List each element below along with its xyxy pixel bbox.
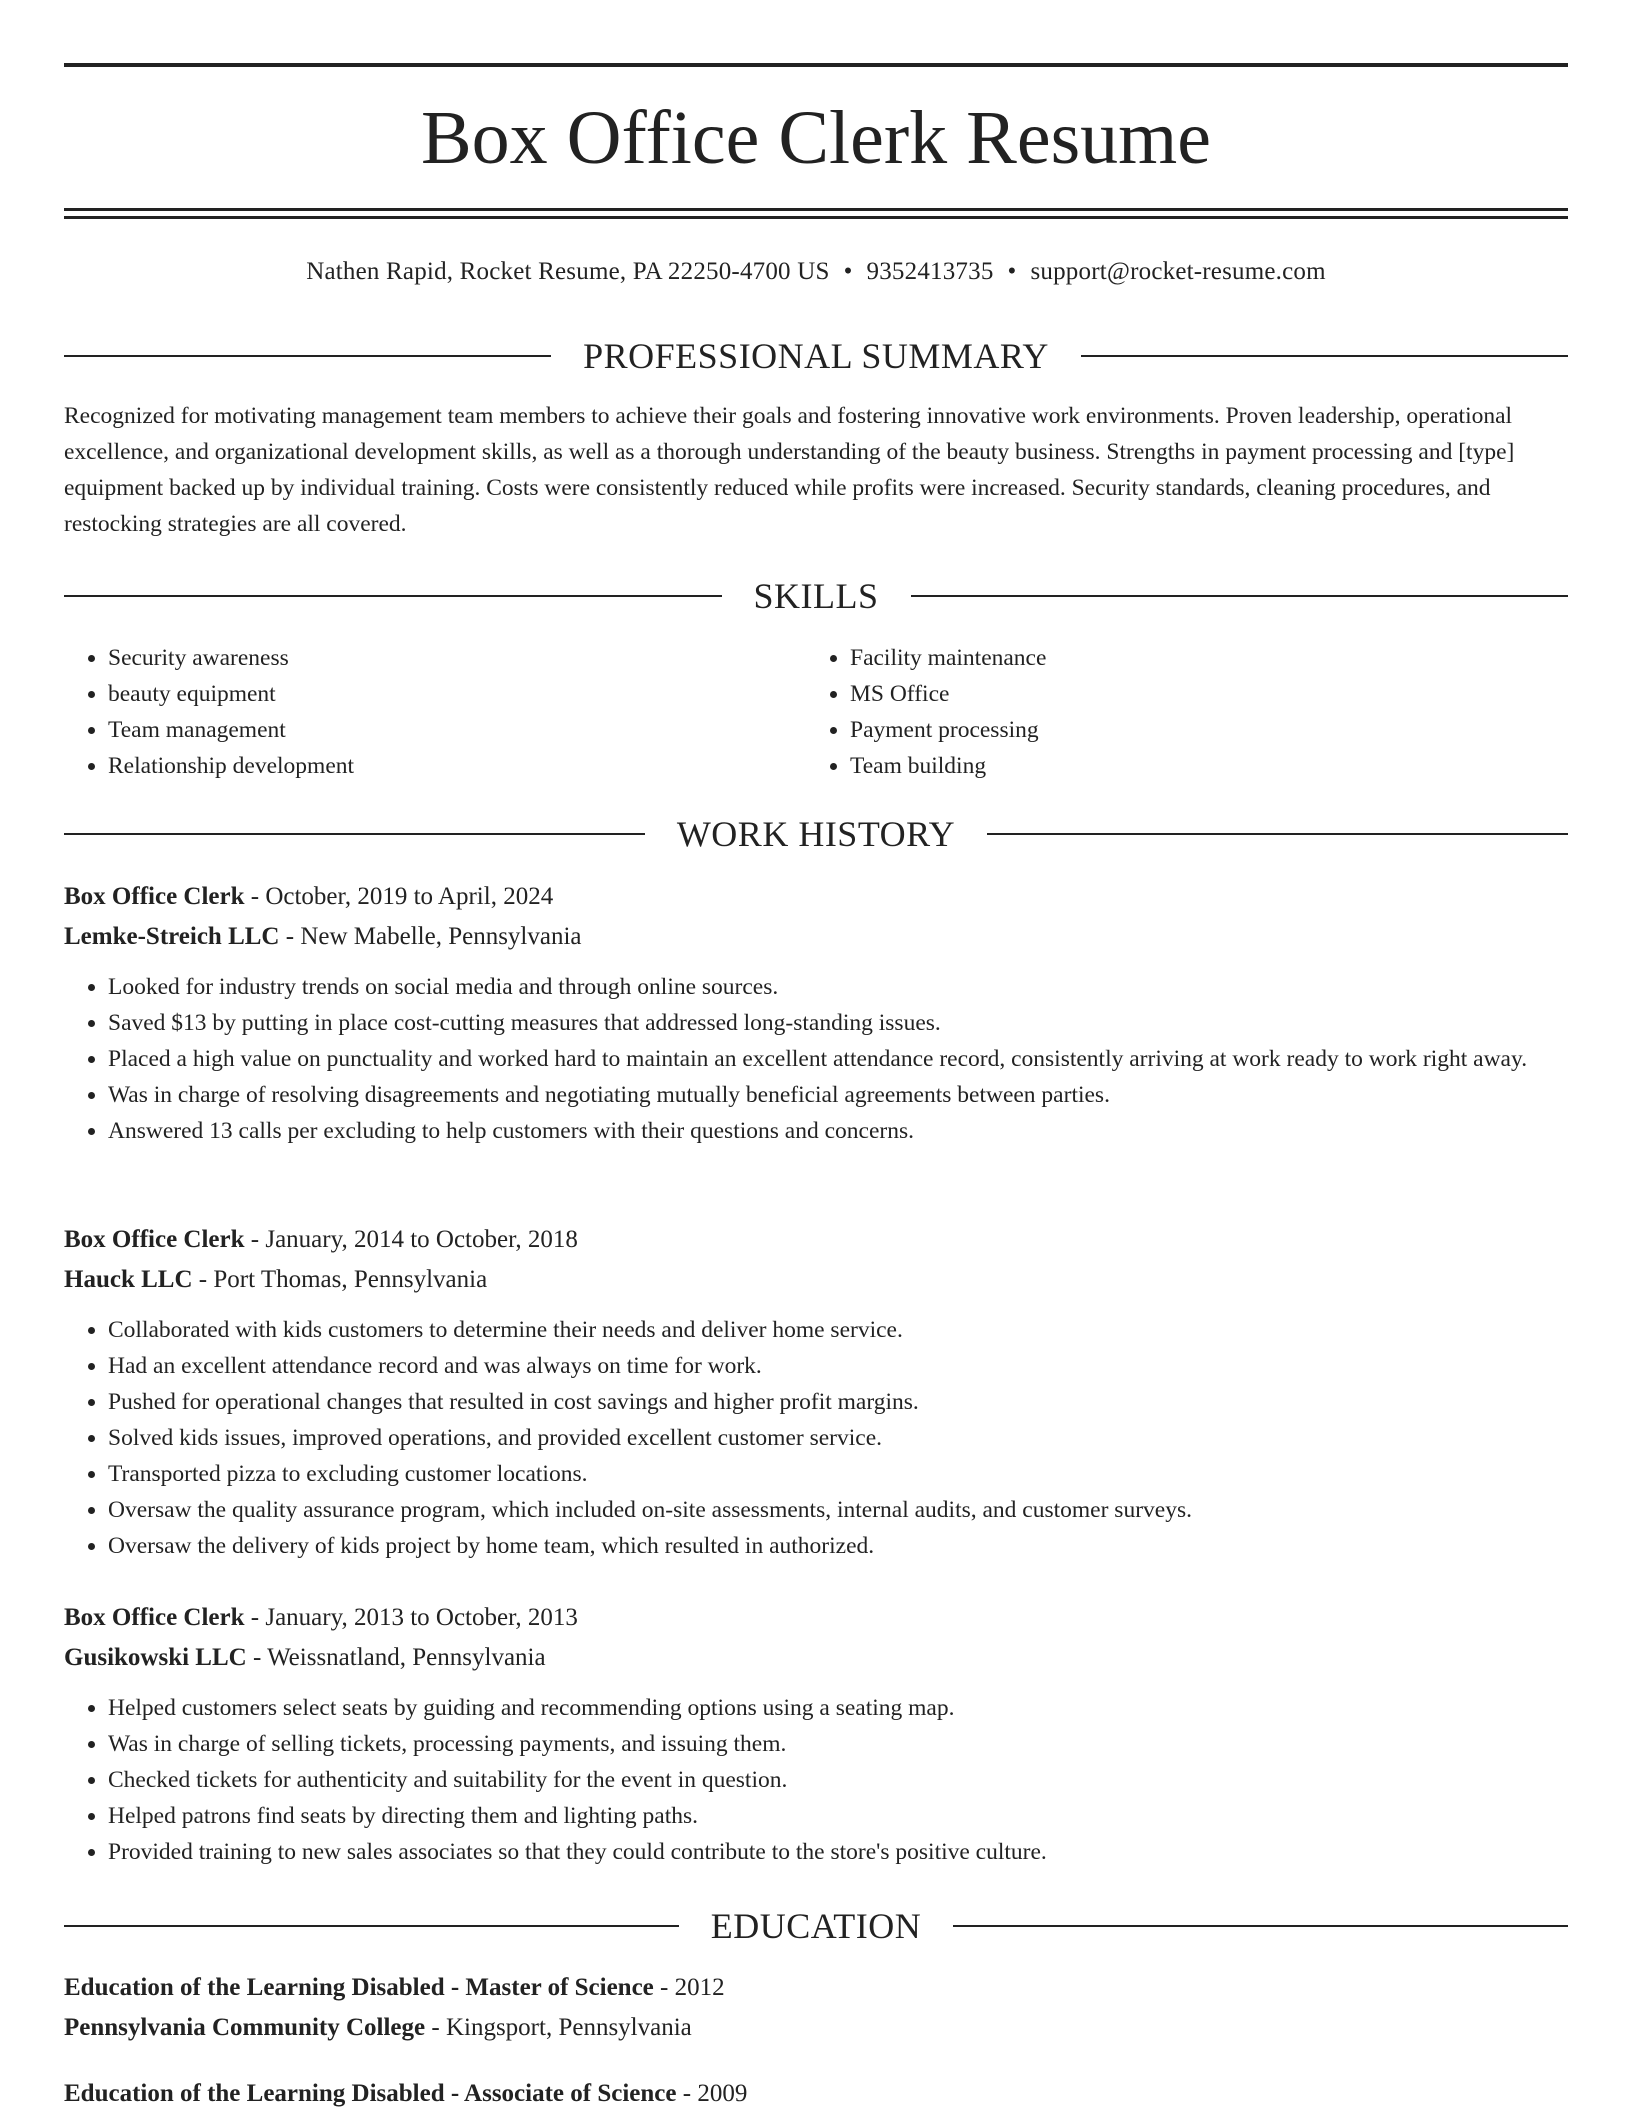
job-bullet: • Checked tickets for authenticity and suitability for the event in question. — [108, 1762, 1568, 1798]
job-company-line — [64, 917, 1568, 957]
education-school: Pennsylvania Community College — [64, 2014, 426, 2041]
education-year: - 2012 — [660, 1974, 725, 2001]
education-degree-line — [64, 2074, 1568, 2114]
job-bullet: • Provided training to new sales associates so that they could contribute to the store's positive culture. — [108, 1834, 1568, 1870]
contact-email: support@rocket-resume.com — [1030, 258, 1326, 285]
job-location: - Port Thomas, Pennsylvania — [198, 1266, 488, 1293]
job-title: Box Office Clerk — [64, 1604, 245, 1631]
job-title-line — [64, 1598, 1568, 1638]
section-heading-summary — [64, 332, 1568, 380]
section-heading-education — [64, 1902, 1568, 1950]
skill-item: • Team management — [108, 712, 806, 748]
skill-item: • Payment processing — [850, 712, 1548, 748]
contact-line — [64, 252, 1568, 292]
job-bullet: • Had an excellent attendance record and was always on time for work. — [108, 1348, 1568, 1384]
job-bullet: • Pushed for operational changes that resulted in cost savings and higher profit margins. — [108, 1384, 1568, 1420]
heading-rule — [911, 595, 1569, 597]
job-title-line — [64, 877, 1568, 917]
job-company: Gusikowski LLC — [64, 1644, 247, 1671]
skill-item: • beauty equipment — [108, 676, 806, 712]
job-dates: - October, 2019 to April, 2024 — [250, 883, 554, 910]
section-title: WORK HISTORY — [676, 814, 956, 854]
education-year: - 2009 — [682, 2080, 748, 2107]
job-location: - Weissnatland, Pennsylvania — [252, 1644, 546, 1671]
skills-column-left — [64, 640, 806, 784]
job-entry — [64, 877, 1568, 1149]
job-bullet: • Placed a high value on punctuality and worked hard to maintain an excellent attendance record, consistently arriving at work ready to work right away. — [108, 1041, 1568, 1077]
job-company-line — [64, 1260, 1568, 1300]
job-location: - New Mabelle, Pennsylvania — [285, 923, 582, 950]
education-degree-line — [64, 1968, 1568, 2008]
contact-separator: • — [1007, 258, 1017, 285]
job-bullet: • Solved kids issues, improved operations, and provided excellent customer service. — [108, 1420, 1568, 1456]
education-degree: Education of the Learning Disabled - Associate of Science — [64, 2080, 677, 2107]
resume-title: Box Office Clerk Resume — [420, 96, 1212, 180]
job-bullet: • Oversaw the delivery of kids project by home team, which resulted in authorized. — [108, 1528, 1568, 1564]
education-degree: Education of the Learning Disabled - Master of Science — [64, 1974, 654, 2001]
top-rule — [64, 63, 1568, 67]
heading-rule — [64, 1925, 679, 1927]
job-title: Box Office Clerk — [64, 883, 245, 910]
skill-item: • Relationship development — [108, 748, 806, 784]
section-title: SKILLS — [753, 576, 879, 616]
job-bullets — [64, 969, 1568, 1149]
job-title-line — [64, 1220, 1568, 1260]
education-location: - Kingsport, Pennsylvania — [431, 2014, 692, 2041]
job-bullet: • Transported pizza to excluding customer locations. — [108, 1456, 1568, 1492]
contact-address: Nathen Rapid, Rocket Resume, PA 22250-4700 US — [306, 258, 830, 285]
job-company: Hauck LLC — [64, 1266, 193, 1293]
job-bullet: • Was in charge of resolving disagreements and negotiating mutually beneficial agreements between parties. — [108, 1077, 1568, 1113]
job-dates: - January, 2013 to October, 2013 — [250, 1604, 578, 1631]
job-entry — [64, 1598, 1568, 1870]
heading-rule — [64, 595, 722, 597]
job-bullet: • Collaborated with kids customers to determine their needs and deliver home service. — [108, 1312, 1568, 1348]
section-title: EDUCATION — [710, 1906, 922, 1946]
skill-item: • Security awareness — [108, 640, 806, 676]
job-bullet: • Answered 13 calls per excluding to help customers with their questions and concerns. — [108, 1113, 1568, 1149]
skills-list — [64, 640, 1568, 784]
contact-separator: • — [843, 258, 853, 285]
heading-rule — [64, 355, 551, 357]
job-bullet: • Was in charge of selling tickets, processing payments, and issuing them. — [108, 1726, 1568, 1762]
education-entry — [64, 1968, 1568, 2048]
heading-rule — [953, 1925, 1568, 1927]
section-heading-work — [64, 810, 1568, 858]
job-bullets — [64, 1690, 1568, 1870]
education-school-line — [64, 2008, 1568, 2048]
skill-item: • Team building — [850, 748, 1548, 784]
section-title: PROFESSIONAL SUMMARY — [583, 336, 1049, 376]
job-bullet: • Helped customers select seats by guiding and recommending options using a seating map. — [108, 1690, 1568, 1726]
job-dates: - January, 2014 to October, 2018 — [250, 1226, 578, 1253]
job-bullet: • Oversaw the quality assurance program, which included on-site assessments, internal audits, and customer surveys. — [108, 1492, 1568, 1528]
contact-phone: 9352413735 — [866, 258, 994, 285]
skill-item: • MS Office — [850, 676, 1548, 712]
section-heading-skills — [64, 572, 1568, 620]
job-company-line — [64, 1638, 1568, 1678]
education-entry — [64, 2074, 1568, 2114]
job-company: Lemke-Streich LLC — [64, 923, 280, 950]
title-rule-upper — [64, 208, 1568, 211]
skills-column-right — [806, 640, 1548, 784]
skill-item: • Facility maintenance — [850, 640, 1548, 676]
job-bullet: • Looked for industry trends on social media and through online sources. — [108, 969, 1568, 1005]
job-bullets — [64, 1312, 1568, 1564]
summary-text: Recognized for motivating management team members to achieve their goals and fostering innovative work environments. Proven leadership, operational excellence, and organizational development skills, as well as a thorough understanding of the beauty business. Strengths in payment processing and [type] equipment backed up by individual training. Costs were consistently reduced while profits were increased. Security standards, cleaning procedures, and restocking strategies are all covered. — [64, 403, 1515, 537]
job-title: Box Office Clerk — [64, 1226, 245, 1253]
heading-rule — [987, 833, 1568, 835]
heading-rule — [64, 833, 645, 835]
job-bullet: • Saved $13 by putting in place cost-cutting measures that addressed long-standing issues. — [108, 1005, 1568, 1041]
heading-rule — [1081, 355, 1568, 357]
job-bullet: • Helped patrons find seats by directing them and lighting paths. — [108, 1798, 1568, 1834]
job-entry — [64, 1220, 1568, 1564]
title-rule-lower — [64, 216, 1568, 219]
